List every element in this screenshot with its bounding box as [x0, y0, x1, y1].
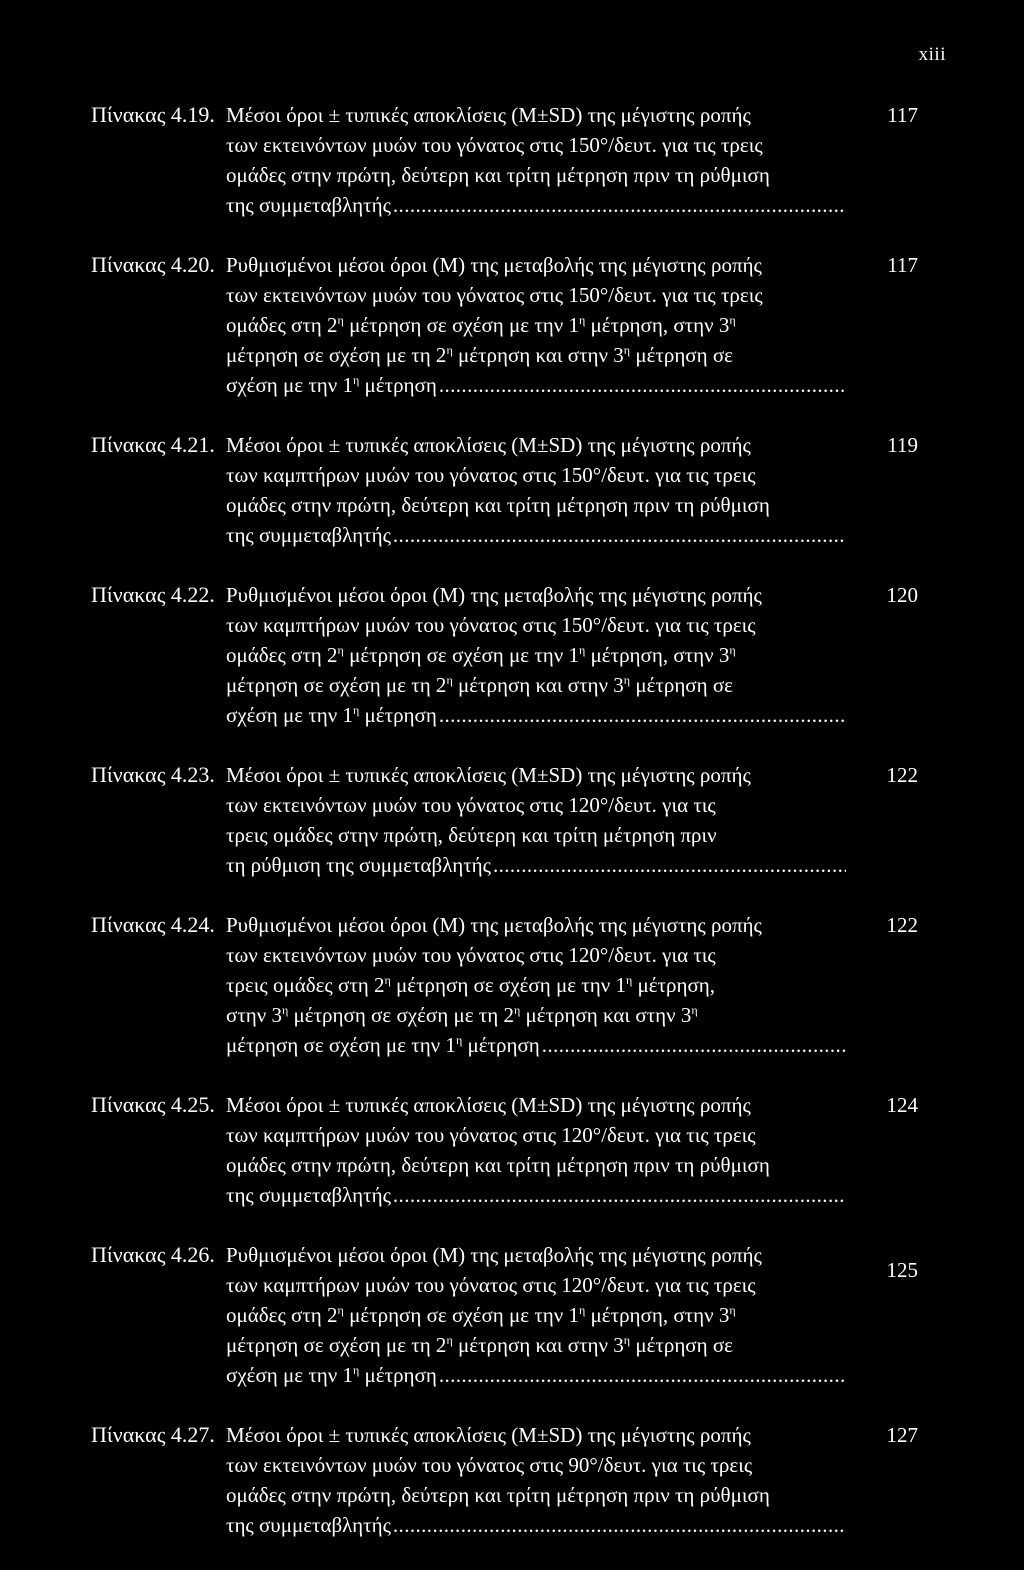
table-label: Πίνακας 4.21.	[91, 432, 215, 457]
caption-text: ομάδες στην πρώτη, δεύτερη και τρίτη μέτρηση πριν τη ρύθμιση	[226, 493, 770, 517]
caption-line	[226, 1090, 846, 1120]
caption-line	[226, 910, 846, 940]
caption-line	[226, 820, 846, 850]
page-reference: 124	[886, 1093, 918, 1117]
caption-text: σχέση με την $1^\eta$ μέτρηση	[226, 1363, 437, 1387]
caption-line	[226, 100, 846, 130]
caption-text: μέτρηση σε σχέση με τη $2^\eta$ μέτρηση και στην $3^\eta$ μέτρηση σε	[226, 1333, 733, 1357]
dot-leader	[439, 1360, 846, 1390]
caption-text: των καμπτήρων μυών του γόνατος στις 150°/δευτ. για τις τρεις	[226, 463, 756, 487]
toc-entry	[91, 1240, 951, 1390]
caption-text: Μέσοι όροι ± τυπικές αποκλίσεις (Μ±SD) της μέγιστης ροπής	[226, 433, 751, 457]
caption-text: των καμπτήρων μυών του γόνατος στις 150°/δευτ. για τις τρεις	[226, 613, 756, 637]
table-label: Πίνακας 4.26.	[91, 1242, 215, 1267]
page-reference: 117	[887, 253, 918, 277]
caption-line	[226, 1360, 846, 1390]
table-caption	[226, 100, 846, 220]
page-reference: 125	[886, 1258, 918, 1282]
caption-text: σχέση με την $1^\eta$ μέτρηση	[226, 373, 437, 397]
dot-leader	[542, 1030, 846, 1060]
table-label: Πίνακας 4.19.	[91, 102, 215, 127]
caption-text: των καμπτήρων μυών του γόνατος στις 120°/δευτ. για τις τρεις	[226, 1123, 756, 1147]
table-caption	[226, 430, 846, 550]
caption-line	[226, 1240, 846, 1270]
caption-line	[226, 760, 846, 790]
caption-line	[226, 1270, 846, 1300]
caption-line	[226, 1300, 846, 1330]
table-label: Πίνακας 4.25.	[91, 1092, 215, 1117]
caption-text: ομάδες στην πρώτη, δεύτερη και τρίτη μέτρηση πριν τη ρύθμιση	[226, 1153, 770, 1177]
caption-line	[226, 460, 846, 490]
caption-line	[226, 670, 846, 700]
caption-text: της συμμεταβλητής	[226, 193, 391, 217]
caption-line	[226, 1480, 846, 1510]
caption-text: Μέσοι όροι ± τυπικές αποκλίσεις (Μ±SD) της μέγιστης ροπής	[226, 1093, 751, 1117]
caption-text: ομάδες στη $2^\eta$ μέτρηση σε σχέση με την $1^\eta$ μέτρηση, στην $3^\eta$	[226, 643, 736, 667]
table-caption	[226, 910, 846, 1060]
dot-leader	[393, 1180, 846, 1210]
caption-line	[226, 1420, 846, 1450]
table-caption	[226, 1090, 846, 1210]
caption-text: στην $3^\eta$ μέτρηση σε σχέση με τη $2^\eta$ μέτρηση και στην $3^\eta$	[226, 1003, 698, 1027]
caption-line	[226, 610, 846, 640]
toc-entry	[91, 250, 951, 400]
dot-leader	[439, 700, 846, 730]
caption-line	[226, 190, 846, 220]
caption-line	[226, 490, 846, 520]
caption-text: τρεις ομάδες στην πρώτη, δεύτερη και τρίτη μέτρηση πριν	[226, 823, 717, 847]
caption-text: τη ρύθμιση της συμμεταβλητής	[226, 853, 491, 877]
caption-text: τρεις ομάδες στη $2^\eta$ μέτρηση σε σχέση με την $1^\eta$ μέτρηση,	[226, 973, 716, 997]
caption-text: Μέσοι όροι ± τυπικές αποκλίσεις (Μ±SD) της μέγιστης ροπής	[226, 763, 751, 787]
page-reference: 122	[886, 763, 918, 787]
table-caption	[226, 1420, 846, 1540]
dot-leader	[393, 520, 846, 550]
table-caption	[226, 580, 846, 730]
caption-text: μέτρηση σε σχέση με την $1^\eta$ μέτρηση	[226, 1033, 540, 1057]
caption-line	[226, 1450, 846, 1480]
caption-text: των εκτεινόντων μυών του γόνατος στις 120°/δευτ. για τις	[226, 943, 716, 967]
page-reference: 117	[887, 103, 918, 127]
table-caption	[226, 250, 846, 400]
caption-line	[226, 160, 846, 190]
toc-entry	[91, 760, 951, 880]
caption-line	[226, 1180, 846, 1210]
caption-line	[226, 370, 846, 400]
caption-line	[226, 430, 846, 460]
page-reference: 119	[887, 433, 918, 457]
table-of-contents-list	[91, 100, 951, 1570]
page-reference: 120	[886, 583, 918, 607]
caption-line	[226, 280, 846, 310]
caption-text: Ρυθμισμένοι μέσοι όροι (Μ) της μεταβολής της μέγιστης ροπής	[226, 1243, 762, 1267]
caption-line	[226, 1330, 846, 1360]
caption-text: ομάδες στην πρώτη, δεύτερη και τρίτη μέτρηση πριν τη ρύθμιση	[226, 1483, 770, 1507]
toc-entry	[91, 580, 951, 730]
caption-line	[226, 1120, 846, 1150]
caption-line	[226, 310, 846, 340]
dot-leader	[393, 1510, 846, 1540]
caption-line	[226, 250, 846, 280]
caption-line	[226, 1030, 846, 1060]
caption-line	[226, 340, 846, 370]
caption-text: των εκτεινόντων μυών του γόνατος στις 120°/δευτ. για τις	[226, 793, 716, 817]
page-reference: 122	[886, 913, 918, 937]
caption-text: Ρυθμισμένοι μέσοι όροι (Μ) της μεταβολής της μέγιστης ροπής	[226, 913, 762, 937]
toc-entry	[91, 1090, 951, 1210]
caption-line	[226, 1510, 846, 1540]
caption-line	[226, 640, 846, 670]
caption-text: ομάδες στην πρώτη, δεύτερη και τρίτη μέτρηση πριν τη ρύθμιση	[226, 163, 770, 187]
page-number: xiii	[918, 44, 946, 65]
caption-line	[226, 970, 846, 1000]
page-reference: 127	[886, 1423, 918, 1447]
dot-leader	[493, 850, 846, 880]
table-caption	[226, 1240, 846, 1390]
caption-text: ομάδες στη $2^\eta$ μέτρηση σε σχέση με την $1^\eta$ μέτρηση, στην $3^\eta$	[226, 1303, 736, 1327]
caption-text: της συμμεταβλητής	[226, 523, 391, 547]
toc-entry	[91, 100, 951, 220]
dot-leader	[393, 190, 846, 220]
caption-text: σχέση με την $1^\eta$ μέτρηση	[226, 703, 437, 727]
toc-entry	[91, 430, 951, 550]
caption-text: Μέσοι όροι ± τυπικές αποκλίσεις (Μ±SD) της μέγιστης ροπής	[226, 1423, 751, 1447]
table-label: Πίνακας 4.20.	[91, 252, 215, 277]
caption-line	[226, 1150, 846, 1180]
caption-text: Μέσοι όροι ± τυπικές αποκλίσεις (Μ±SD) της μέγιστης ροπής	[226, 103, 751, 127]
dot-leader	[439, 370, 846, 400]
table-caption	[226, 760, 846, 880]
caption-text: των εκτεινόντων μυών του γόνατος στις 150°/δευτ. για τις τρεις	[226, 283, 763, 307]
caption-line	[226, 1000, 846, 1030]
table-label: Πίνακας 4.23.	[91, 762, 215, 787]
caption-text: μέτρηση σε σχέση με τη $2^\eta$ μέτρηση και στην $3^\eta$ μέτρηση σε	[226, 673, 733, 697]
caption-line	[226, 700, 846, 730]
caption-text: της συμμεταβλητής	[226, 1183, 391, 1207]
table-label: Πίνακας 4.22.	[91, 582, 215, 607]
caption-line	[226, 790, 846, 820]
caption-line	[226, 940, 846, 970]
caption-text: των εκτεινόντων μυών του γόνατος στις 150°/δευτ. για τις τρεις	[226, 133, 763, 157]
table-label: Πίνακας 4.27.	[91, 1422, 215, 1447]
caption-text: Ρυθμισμένοι μέσοι όροι (Μ) της μεταβολής της μέγιστης ροπής	[226, 583, 762, 607]
caption-line	[226, 850, 846, 880]
caption-text: των καμπτήρων μυών του γόνατος στις 120°/δευτ. για τις τρεις	[226, 1273, 756, 1297]
caption-text: μέτρηση σε σχέση με τη $2^\eta$ μέτρηση και στην $3^\eta$ μέτρηση σε	[226, 343, 733, 367]
toc-entry	[91, 910, 951, 1060]
caption-line	[226, 520, 846, 550]
table-label: Πίνακας 4.24.	[91, 912, 215, 937]
caption-text: Ρυθμισμένοι μέσοι όροι (Μ) της μεταβολής της μέγιστης ροπής	[226, 253, 762, 277]
toc-entry	[91, 1420, 951, 1540]
caption-line	[226, 580, 846, 610]
caption-text: των εκτεινόντων μυών του γόνατος στις 90°/δευτ. για τις τρεις	[226, 1453, 753, 1477]
caption-text: ομάδες στη $2^\eta$ μέτρηση σε σχέση με την $1^\eta$ μέτρηση, στην $3^\eta$	[226, 313, 736, 337]
caption-line	[226, 130, 846, 160]
caption-text: της συμμεταβλητής	[226, 1513, 391, 1537]
